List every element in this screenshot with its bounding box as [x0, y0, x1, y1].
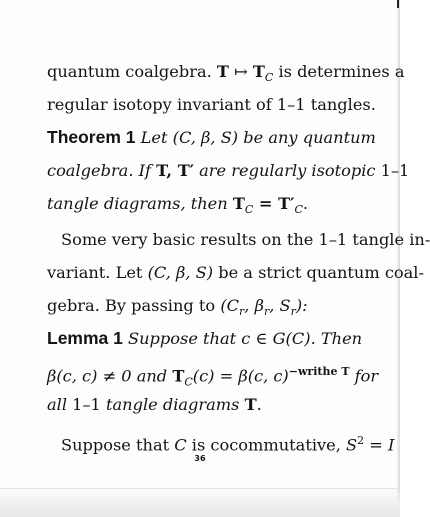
theorem-line-3: [47, 187, 308, 226]
text-segment: tangle diagrams, then: [47, 194, 233, 213]
math-expression: (C, β, S): [147, 263, 214, 282]
math-superscript: −writhe T: [288, 365, 350, 378]
math-expression: = I: [364, 435, 395, 455]
math-symbol: T: [216, 62, 229, 81]
text-segment: Then: [315, 329, 363, 348]
text-line-2: [47, 88, 376, 121]
text-segment: tangle diagrams: [100, 395, 245, 414]
math-subscript: C: [264, 71, 274, 85]
math-expression: T, T′: [156, 161, 195, 180]
text-segment: quantum coalgebra.: [47, 62, 217, 81]
page-number: 36: [194, 454, 206, 463]
math-expression: (C, β, S): [172, 128, 239, 147]
math-subscript: C: [184, 375, 193, 389]
text-segment: .: [302, 194, 309, 213]
text-segment: regular isotopy invariant of 1–1 tangles.: [47, 95, 376, 114]
text-segment: Let: [135, 128, 173, 147]
theorem-line-2: [47, 154, 409, 187]
text-segment: are regularly isotopic: [194, 161, 381, 180]
math-symbol: T: [244, 395, 257, 414]
text-segment: for: [349, 366, 379, 386]
math-expression: β(c, c) ≠ 0: [47, 366, 132, 386]
text-segment: variant. Let: [47, 263, 148, 282]
math-expression: , S: [269, 296, 291, 315]
math-subscript: r: [239, 305, 245, 319]
text-segment: all: [47, 395, 73, 414]
text-segment: is determines a: [273, 62, 405, 81]
math-expression: (C: [220, 296, 240, 315]
text-segment: coalgebra. If: [47, 161, 157, 180]
math-expression: = T′: [253, 194, 295, 213]
text-segment: and: [131, 366, 173, 386]
math-expression: c ∈ G(C).: [241, 329, 316, 348]
math-subscript: r: [290, 305, 296, 319]
text-segment: 1–1: [380, 161, 410, 180]
math-symbol: T: [252, 62, 265, 81]
math-superscript: 2: [357, 434, 365, 447]
page-bottom-shadow: [0, 487, 400, 517]
math-symbol: ↦: [228, 62, 253, 81]
text-segment: is cocommutative,: [186, 435, 347, 455]
theorem-line-1: [47, 121, 376, 154]
math-symbol: S: [346, 435, 358, 455]
lemma-heading: Lemma 1: [47, 328, 123, 348]
text-segment: be a strict quantum coal-: [213, 263, 424, 282]
text-line-6: [61, 223, 430, 256]
lemma-line-3: [47, 388, 262, 421]
math-subscript: C: [294, 203, 303, 217]
text-segment: Suppose that: [122, 329, 242, 348]
text-segment: Suppose that: [61, 435, 175, 455]
math-symbol: T: [172, 366, 185, 386]
text-line-7: [47, 256, 424, 289]
text-segment: .: [256, 395, 262, 414]
text-segment: gebra. By passing to: [47, 296, 221, 315]
text-segment: 1–1: [72, 395, 101, 414]
math-expression: (c) = β(c, c): [192, 366, 289, 386]
math-subscript: r: [263, 305, 270, 319]
math-subscript: C: [244, 203, 254, 217]
theorem-heading: Theorem 1: [47, 127, 136, 147]
scan-mark: [397, 0, 399, 8]
math-expression: , β: [244, 296, 264, 315]
math-symbol: T: [232, 194, 245, 213]
text-segment: Some very basic results on the 1–1 tangle in-: [61, 230, 430, 249]
math-expression: ):: [295, 296, 308, 315]
math-symbol: C: [174, 435, 187, 455]
lemma-line-1: [47, 322, 362, 355]
text-segment: be any quantum: [238, 128, 376, 147]
